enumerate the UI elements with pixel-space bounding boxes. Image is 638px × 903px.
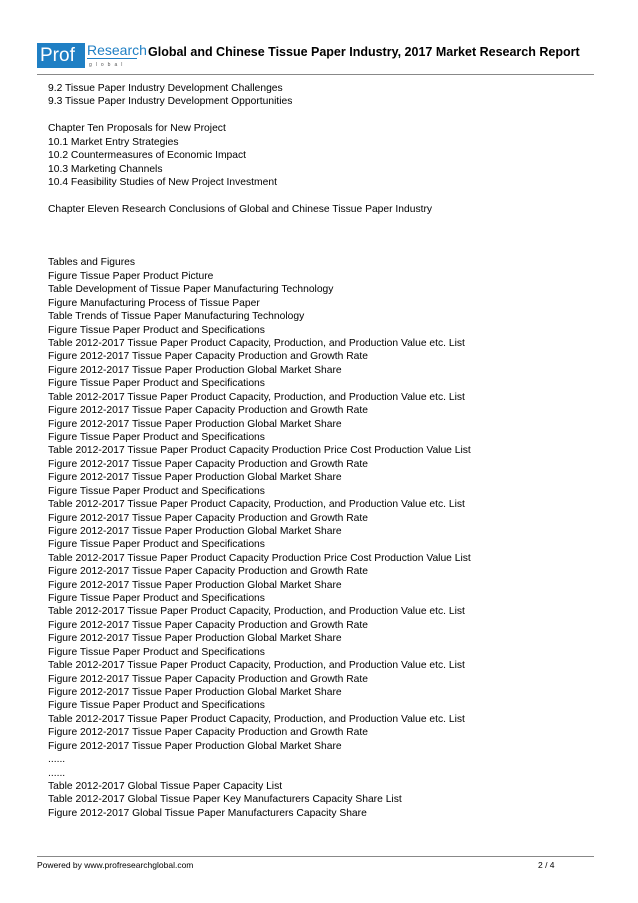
document-line: Figure 2012-2017 Tissue Paper Production Global Market Share (48, 633, 342, 645)
document-line: Figure Tissue Paper Product Picture (48, 270, 214, 282)
footer-divider (37, 856, 594, 857)
document-line: Figure 2012-2017 Tissue Paper Production Global Market Share (48, 525, 342, 537)
document-line: Figure Tissue Paper Product and Specifications (48, 646, 265, 658)
document-line: 10.1 Market Entry Strategies (48, 136, 179, 148)
document-line: 9.3 Tissue Paper Industry Development Opportunities (48, 96, 293, 108)
document-line: Figure 2012-2017 Tissue Paper Production Global Market Share (48, 579, 342, 591)
document-line: Figure Manufacturing Process of Tissue Paper (48, 297, 260, 309)
document-line: Tables and Figures (48, 257, 136, 269)
document-line: Figure Tissue Paper Product and Specifications (48, 539, 265, 551)
document-line: Table 2012-2017 Tissue Paper Product Capacity Production Price Cost Production Value List (48, 552, 471, 564)
document-line: Figure 2012-2017 Tissue Paper Capacity Production and Growth Rate (48, 619, 368, 631)
document-line: Table Development of Tissue Paper Manufacturing Technology (48, 284, 334, 296)
logo-prof-text: Prof (37, 43, 85, 68)
document-line: Figure 2012-2017 Tissue Paper Capacity Production and Growth Rate (48, 405, 368, 417)
document-line: Figure Tissue Paper Product and Specifications (48, 700, 265, 712)
document-line: ...... (48, 754, 66, 766)
document-line: Table 2012-2017 Tissue Paper Product Capacity, Production, and Production Value etc. List (48, 338, 465, 350)
document-line: Figure 2012-2017 Tissue Paper Capacity Production and Growth Rate (48, 351, 368, 363)
document-line: Figure 2012-2017 Tissue Paper Production Global Market Share (48, 686, 342, 698)
document-line: Figure 2012-2017 Tissue Paper Capacity Production and Growth Rate (48, 512, 368, 524)
document-line: Figure Tissue Paper Product and Specifications (48, 378, 265, 390)
document-line: Figure 2012-2017 Global Tissue Paper Manufacturers Capacity Share (48, 807, 367, 819)
document-line: Table 2012-2017 Tissue Paper Product Capacity Production Price Cost Production Value List (48, 445, 471, 457)
document-line: Figure Tissue Paper Product and Specifications (48, 485, 265, 497)
document-line: Table 2012-2017 Global Tissue Paper Key Manufacturers Capacity Share List (48, 794, 402, 806)
footer-powered-by: Powered by www.profresearchglobal.com (37, 860, 194, 870)
document-line: Figure Tissue Paper Product and Specifications (48, 431, 265, 443)
document-line: Figure 2012-2017 Tissue Paper Capacity Production and Growth Rate (48, 727, 368, 739)
document-line: Table 2012-2017 Tissue Paper Product Capacity, Production, and Production Value etc. List (48, 391, 465, 403)
blank-line (48, 109, 588, 122)
document-line: Table 2012-2017 Tissue Paper Product Capacity, Production, and Production Value etc. List (48, 660, 465, 672)
document-line: Chapter Eleven Research Conclusions of Global and Chinese Tissue Paper Industry (48, 203, 433, 215)
profresearch-logo (37, 40, 147, 74)
logo-underline (87, 58, 137, 59)
document-line: Figure 2012-2017 Tissue Paper Production Global Market Share (48, 364, 342, 376)
logo-global-text: global (89, 62, 127, 68)
blank-line (48, 189, 588, 202)
document-line: Figure 2012-2017 Tissue Paper Production Global Market Share (48, 472, 342, 484)
document-line: Figure 2012-2017 Tissue Paper Production Global Market Share (48, 418, 342, 430)
document-line: Figure 2012-2017 Tissue Paper Capacity Production and Growth Rate (48, 458, 368, 470)
page-number: 2 / 4 (538, 860, 555, 870)
document-line: Chapter Ten Proposals for New Project (48, 123, 226, 135)
document-body (48, 82, 588, 820)
document-line: Table Trends of Tissue Paper Manufacturing Technology (48, 311, 305, 323)
document-line: Table 2012-2017 Global Tissue Paper Capacity List (48, 780, 283, 792)
document-line: 10.4 Feasibility Studies of New Project Investment (48, 176, 277, 188)
document-line: Figure Tissue Paper Product and Specifications (48, 324, 265, 336)
logo-research-text: Research (87, 42, 147, 58)
report-title: Global and Chinese Tissue Paper Industry, 2017 Market Research Report (148, 45, 580, 59)
document-line: 10.2 Countermeasures of Economic Impact (48, 150, 247, 162)
document-line: Figure 2012-2017 Tissue Paper Capacity Production and Growth Rate (48, 566, 368, 578)
document-line: Figure 2012-2017 Tissue Paper Capacity Production and Growth Rate (48, 673, 368, 685)
blank-line (48, 230, 588, 243)
document-line: 9.2 Tissue Paper Industry Development Challenges (48, 83, 283, 94)
blank-line (48, 216, 588, 229)
document-line: 10.3 Marketing Channels (48, 163, 163, 175)
document-line: Figure Tissue Paper Product and Specifications (48, 593, 265, 605)
document-line: ...... (48, 767, 66, 779)
blank-line (48, 243, 588, 256)
document-line: Table 2012-2017 Tissue Paper Product Capacity, Production, and Production Value etc. List (48, 606, 465, 618)
document-line: Table 2012-2017 Tissue Paper Product Capacity, Production, and Production Value etc. List (48, 713, 465, 725)
header-divider (37, 74, 594, 75)
document-line: Table 2012-2017 Tissue Paper Product Capacity, Production, and Production Value etc. List (48, 499, 465, 511)
document-line: Figure 2012-2017 Tissue Paper Production Global Market Share (48, 740, 342, 752)
